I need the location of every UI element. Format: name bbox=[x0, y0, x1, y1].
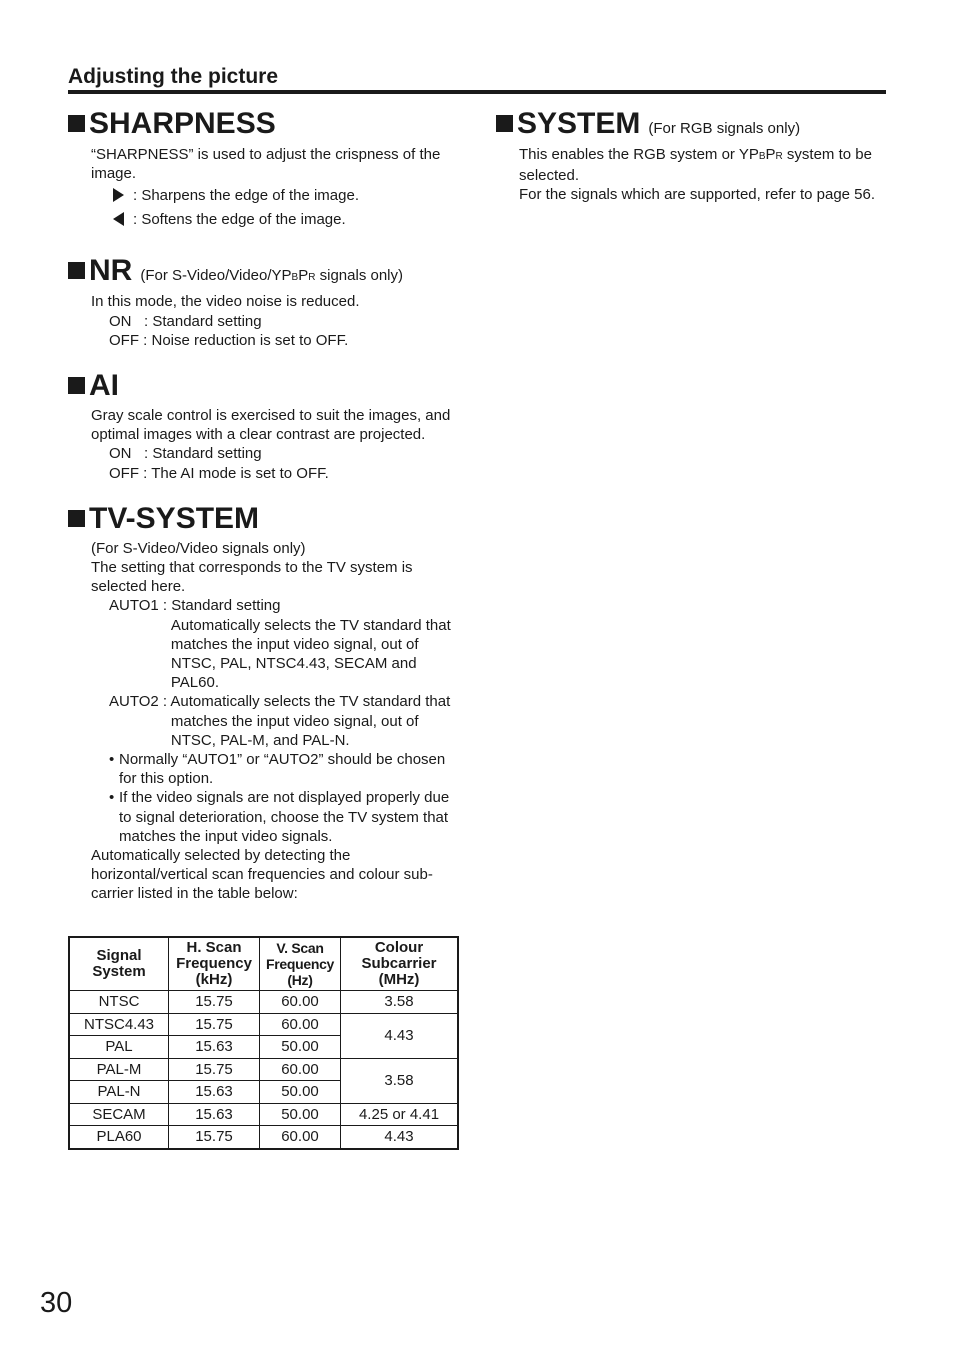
sharpness-heading: SHARPNESS bbox=[68, 106, 463, 142]
square-bullet-icon bbox=[496, 115, 513, 132]
right-arrow-icon bbox=[113, 188, 124, 202]
page-header bbox=[68, 64, 886, 94]
nr-heading: NR (For S-Video/Video/YPBPR signals only) bbox=[68, 253, 463, 289]
table-row: PAL-N 15.63 50.00 bbox=[69, 1081, 458, 1104]
col-header: Signal System bbox=[69, 937, 169, 991]
col-header: Colour Subcarrier (MHz) bbox=[341, 937, 459, 991]
system-desc-2: For the signals which are supported, refer to page 56. bbox=[519, 186, 876, 204]
page-number: 30 bbox=[40, 1287, 73, 1319]
tvsystem-body bbox=[68, 539, 463, 904]
left-column bbox=[68, 106, 463, 904]
system-heading: SYSTEM (For RGB signals only) bbox=[496, 106, 886, 142]
auto2-row: AUTO2 : Automatically selects the TV standard that matches the input video signal, out of NTSC, PAL-M, and PAL-N. bbox=[109, 693, 451, 749]
right-column bbox=[496, 106, 886, 205]
header-title: Adjusting the picture bbox=[68, 65, 278, 88]
tv-system-table bbox=[68, 936, 459, 1150]
square-bullet-icon bbox=[68, 510, 85, 527]
ai-heading: AI bbox=[68, 368, 463, 404]
tvsystem-desc: The setting that corresponds to the TV system is selected here. bbox=[91, 559, 413, 596]
square-bullet-icon bbox=[68, 262, 85, 279]
table-row: SECAM 15.63 50.00 4.25 or 4.41 bbox=[69, 1103, 458, 1126]
nr-on-row: ON : Standard setting bbox=[109, 312, 262, 330]
ai-desc: Gray scale control is exercised to suit the images, and optimal images with a clear contrast are projected. bbox=[91, 407, 451, 444]
sharpness-body bbox=[68, 145, 463, 231]
nr-desc: In this mode, the video noise is reduced. bbox=[91, 293, 360, 311]
nr-off-row: OFF : Noise reduction is set to OFF. bbox=[109, 331, 349, 349]
table-row: NTSC4.43 15.75 60.00 4.43 bbox=[69, 1013, 458, 1036]
table-row: NTSC 15.75 60.00 3.58 bbox=[69, 991, 458, 1014]
left-arrow-icon bbox=[113, 212, 124, 226]
ai-off-row: OFF : The AI mode is set to OFF. bbox=[109, 464, 329, 482]
system-body bbox=[496, 145, 886, 205]
soften-row: : Softens the edge of the image. bbox=[91, 207, 463, 231]
tvsystem-heading: TV-SYSTEM bbox=[68, 501, 463, 537]
auto1-row: AUTO1 : Standard setting Automatically selects the TV standard that matches the input video signal, out of NTSC, PAL, NTSC4.43, SECAM and PAL60. bbox=[109, 597, 451, 692]
table-row: PAL-M 15.75 60.00 3.58 bbox=[69, 1058, 458, 1081]
col-header: V. Scan Frequency (Hz) bbox=[260, 937, 341, 991]
table-row: PAL 15.63 50.00 bbox=[69, 1036, 458, 1059]
ai-on-row: ON : Standard setting bbox=[109, 445, 262, 463]
table-header-row bbox=[69, 937, 458, 991]
tvsystem-note: (For S-Video/Video signals only) bbox=[91, 539, 306, 557]
col-header: H. Scan Frequency (kHz) bbox=[169, 937, 260, 991]
nr-body bbox=[68, 292, 463, 350]
square-bullet-icon bbox=[68, 115, 85, 132]
system-desc: This enables the RGB system or YPBPR system to be selected. bbox=[519, 146, 872, 185]
table-row: PLA60 15.75 60.00 4.43 bbox=[69, 1126, 458, 1149]
header-rule bbox=[68, 90, 886, 94]
system-note: (For RGB signals only) bbox=[648, 120, 801, 137]
square-bullet-icon bbox=[68, 377, 85, 394]
sharpen-row: : Sharpens the edge of the image. bbox=[91, 183, 463, 207]
sharpness-desc: “SHARPNESS” is used to adjust the crispness of the image. bbox=[91, 146, 441, 183]
auto-detect-text: Automatically selected by detecting the horizontal/vertical scan frequencies and colour sub-carrier listed in the table below: bbox=[91, 847, 433, 903]
ai-body bbox=[68, 406, 463, 483]
note-bullet-1: • Normally “AUTO1” or “AUTO2” should be chosen for this option. bbox=[109, 751, 446, 788]
nr-note: (For S-Video/Video/YPBPR signals only) bbox=[140, 267, 404, 285]
note-bullet-2: • If the video signals are not displayed properly due to signal deterioration, choose the TV system that matches the input video signals. bbox=[109, 789, 450, 845]
